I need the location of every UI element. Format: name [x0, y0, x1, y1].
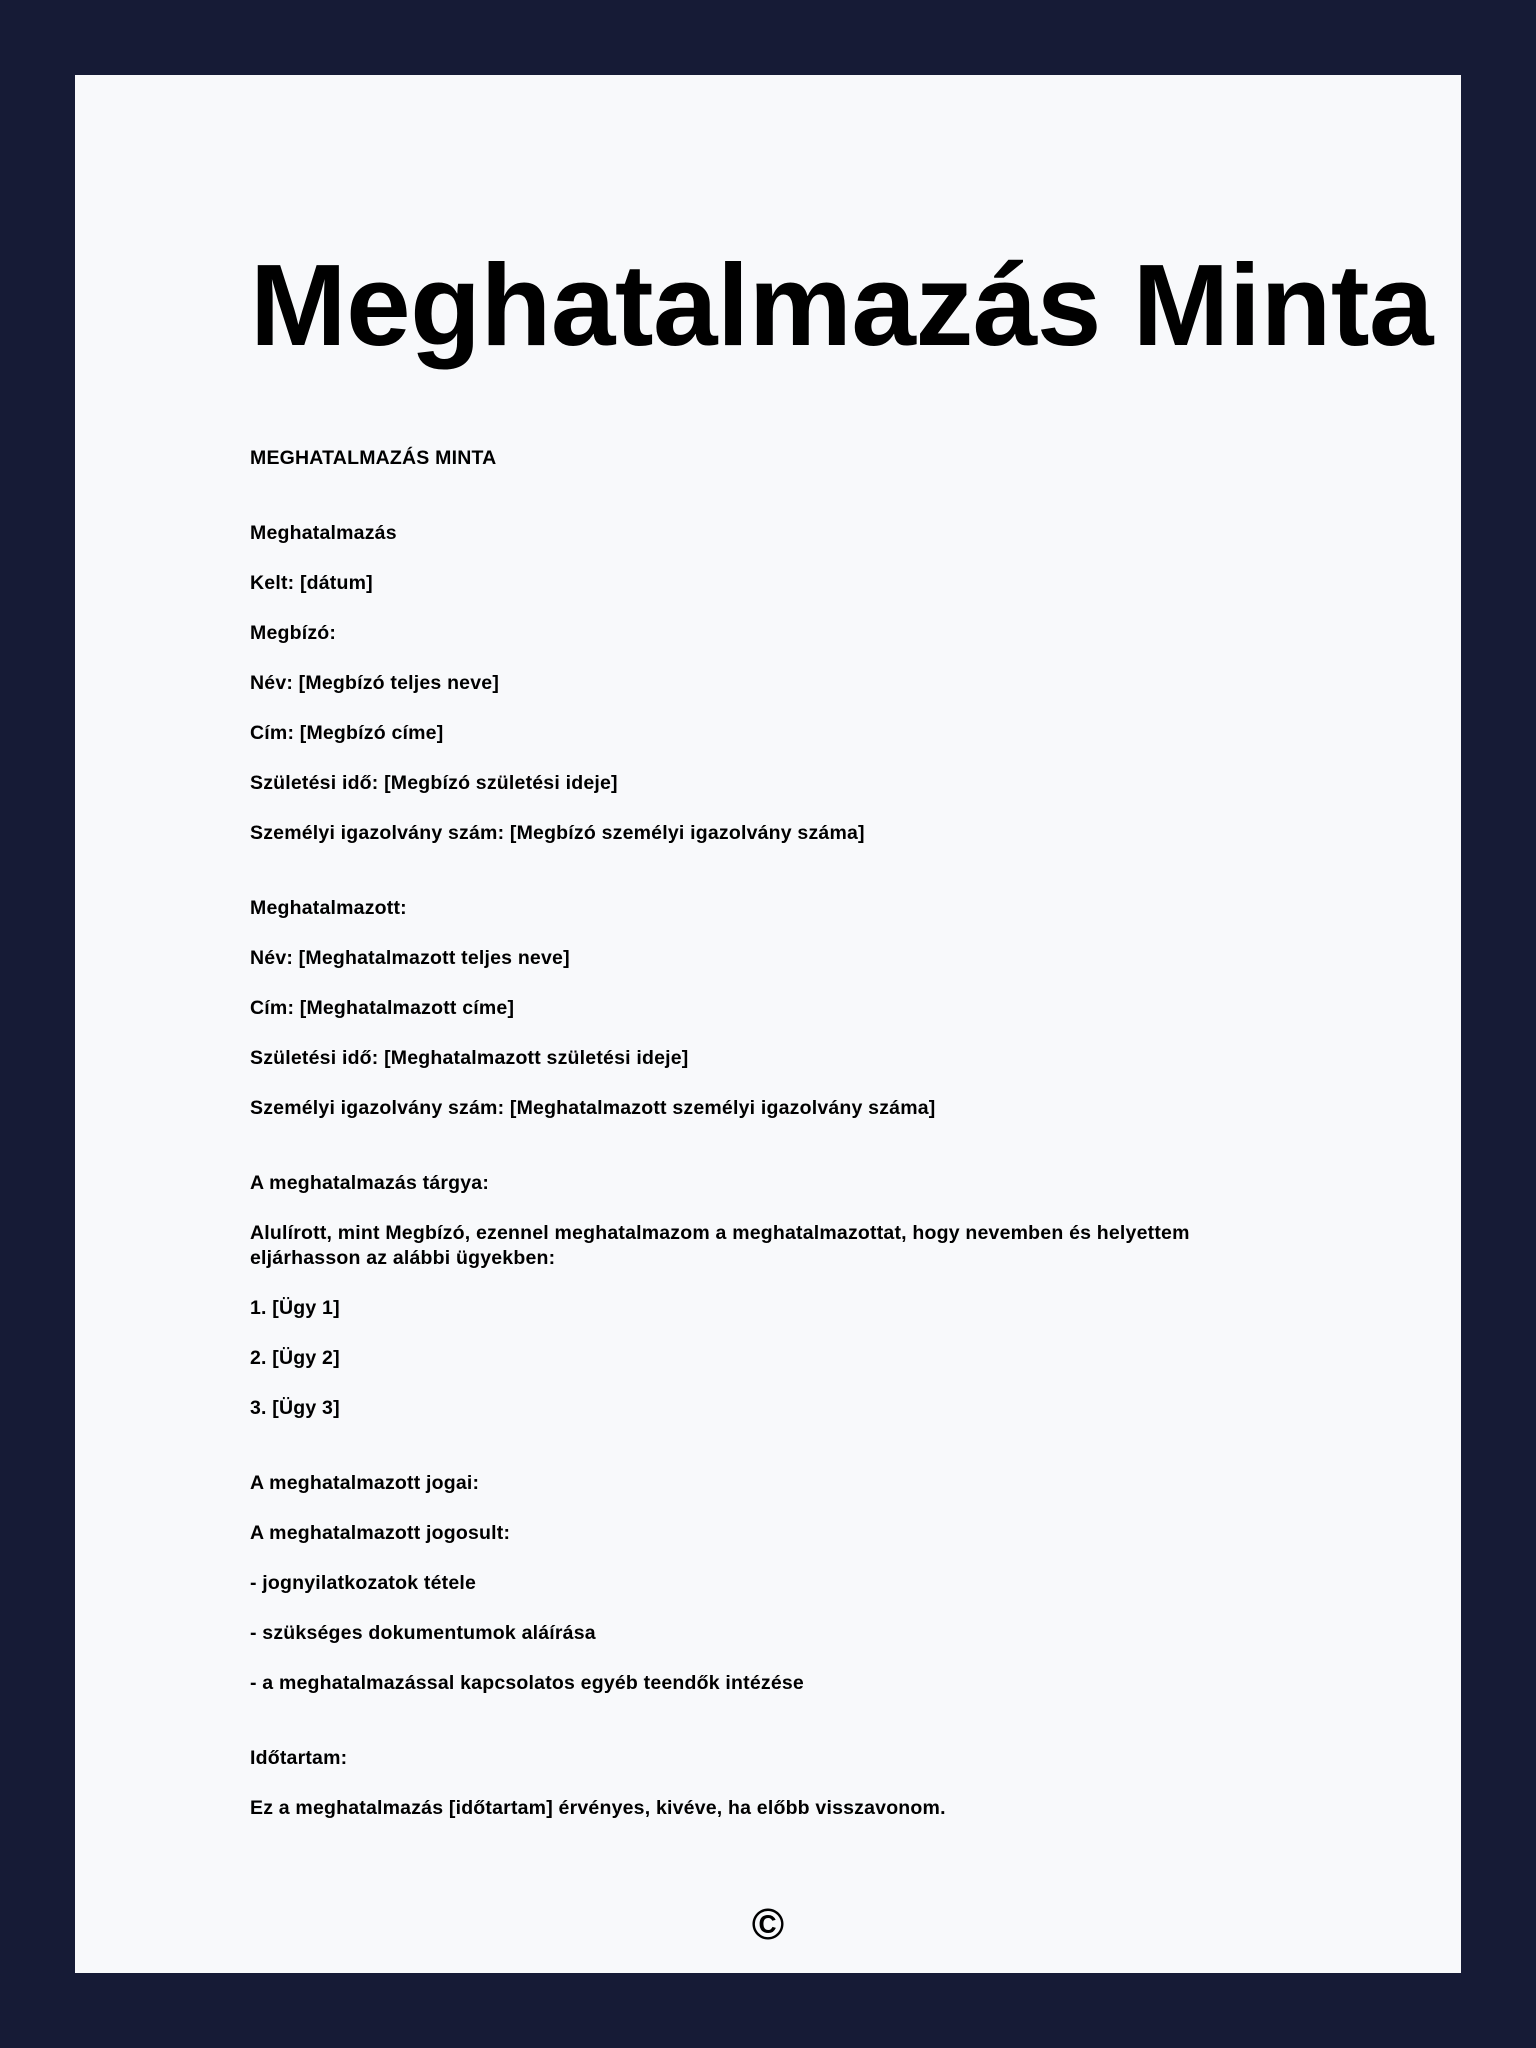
- duration-text: Ez a meghatalmazás [időtartam] érvényes, kivéve, ha előbb visszavonom.: [250, 1797, 946, 1819]
- agent-address: Cím: [Meghatalmazott címe]: [250, 997, 515, 1019]
- rights-item: - a meghatalmazással kapcsolatos egyéb teendők intézése: [250, 1672, 804, 1694]
- rights-item: - jognyilatkozatok tétele: [250, 1572, 477, 1594]
- agent-birth: Születési idő: [Meghatalmazott születési ideje]: [250, 1047, 689, 1069]
- rights-label: A meghatalmazott jogai:: [250, 1472, 480, 1494]
- document-page: [75, 75, 1461, 1973]
- agent-name: Név: [Meghatalmazott teljes neve]: [250, 947, 570, 969]
- subject-item: 3. [Ügy 3]: [250, 1397, 340, 1419]
- duration-label: Időtartam:: [250, 1747, 348, 1769]
- page-title: Meghatalmazás Minta: [250, 240, 1434, 370]
- agent-id: Személyi igazolvány szám: [Meghatalmazott személyi igazolvány száma]: [250, 1097, 936, 1119]
- principal-name: Név: [Megbízó teljes neve]: [250, 672, 500, 694]
- subject-text: Alulírott, mint Megbízó, ezennel meghatalmazom a meghatalmazottat, hogy nevemben és helyettem eljárhasson az alábbi ügyekben:: [250, 1222, 1190, 1269]
- rights-intro: A meghatalmazott jogosult:: [250, 1522, 511, 1544]
- subject-label: A meghatalmazás tárgya:: [250, 1172, 490, 1194]
- agent-label: Meghatalmazott:: [250, 897, 407, 919]
- document-heading: MEGHATALMAZÁS MINTA: [250, 447, 497, 469]
- date-line: Kelt: [dátum]: [250, 572, 373, 594]
- principal-id: Személyi igazolvány szám: [Megbízó személyi igazolvány száma]: [250, 822, 865, 844]
- subject-item: 2. [Ügy 2]: [250, 1347, 340, 1369]
- principal-birth: Születési idő: [Megbízó születési ideje]: [250, 772, 618, 794]
- principal-address: Cím: [Megbízó címe]: [250, 722, 444, 744]
- principal-label: Megbízó:: [250, 622, 337, 644]
- section-title: Meghatalmazás: [250, 522, 397, 544]
- copyright-icon: ©: [751, 1900, 785, 1949]
- subject-item: 1. [Ügy 1]: [250, 1297, 340, 1319]
- rights-item: - szükséges dokumentumok aláírása: [250, 1622, 596, 1644]
